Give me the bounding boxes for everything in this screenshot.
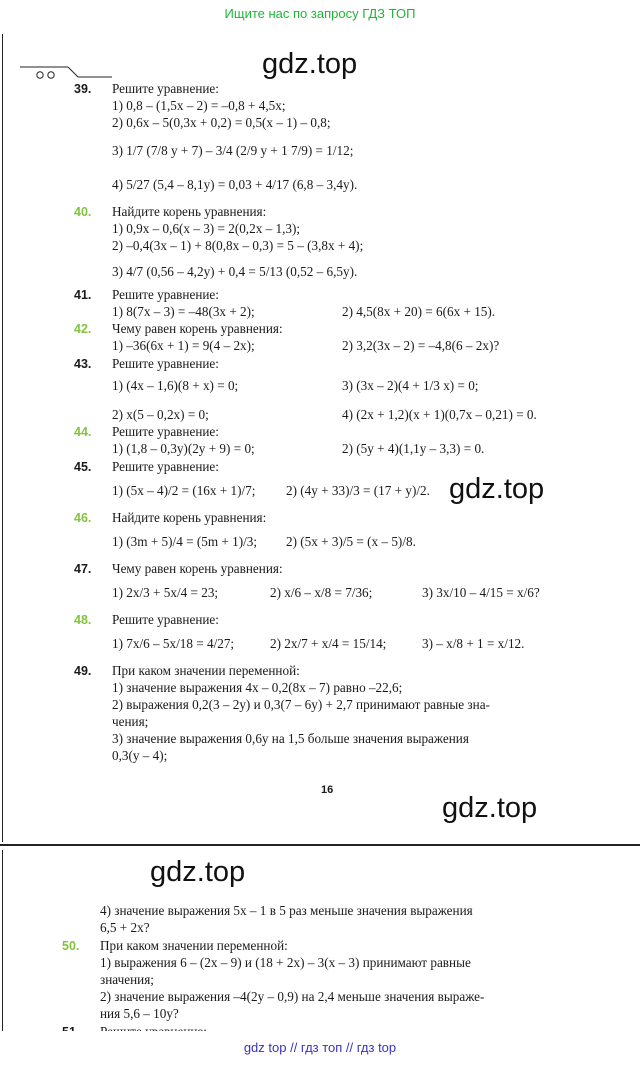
equation: 2) 3,2(3x – 2) = –4,8(6 – 2x)? [342,338,500,353]
problem-number: 49. [74,664,92,678]
problem-number: 46. [74,511,92,525]
problem-number: 39. [74,82,92,96]
watermark-1: gdz.top [262,48,358,80]
problem-number: 40. [74,205,92,219]
equation: 1) –36(6x + 1) = 9(4 – 2x); [112,338,255,353]
top-banner[interactable]: Ищите нас по запросу ГДЗ ТОП [224,6,416,21]
watermark-2: gdz.top [449,473,545,505]
problem-title: Чему равен корень уравнения: [112,561,283,576]
problem-number: 48. [74,613,92,627]
problem-title: Найдите корень уравнения: [112,204,267,219]
equation: 1) 2x/3 + 5x/4 = 23; [112,585,219,600]
equation: 1) (3m + 5)/4 = (5m + 1)/3; [112,534,258,549]
equation: 2) 4,5(8x + 20) = 6(6x + 15). [342,304,496,319]
problem-text: значения; [100,972,154,987]
problem-title: При каком значении переменной: [112,663,300,678]
problem-number: 47. [74,562,92,576]
page2-left-border [2,850,3,1035]
equation: 3) 1/7 (7/8 y + 7) – 3/4 (2/9 y + 1 7/9) = 1/12; [112,143,354,158]
problem-title: Найдите корень уравнения: [112,510,267,525]
problem-number: 42. [74,322,92,336]
equation: 3) 3x/10 – 4/15 = x/6? [422,585,540,600]
problem-number: 45. [74,460,92,474]
problem-title: Решите уравнение: [112,356,219,371]
equation: 3) – x/8 + 1 = x/12. [422,636,525,651]
problem-text: 6,5 + 2x? [100,920,150,935]
watermark-4: gdz.top [150,856,246,888]
problem-number: 44. [74,425,92,439]
problem-title: Решите уравнение: [112,287,219,302]
equation: 3) 4/7 (0,56 – 4,2y) + 0,4 = 5/13 (0,52 – 6,5y). [112,264,358,279]
problem-text: 3) значение выражения 0,6y на 1,5 больше значения выражения [112,731,469,746]
footer-links[interactable]: gdz top // гдз топ // гдз top [243,1040,397,1055]
problem-title: При каком значении переменной: [100,938,288,953]
equation: 1) (4x – 1,6)(8 + x) = 0; [112,378,239,393]
watermark-3: gdz.top [442,792,538,824]
equation: 2) 2x/7 + x/4 = 15/14; [270,636,387,651]
equation: 4) 5/27 (5,4 – 8,1y) = 0,03 + 4/17 (6,8 – 3,4y). [112,177,358,192]
equation: 4) (2x + 1,2)(x + 1)(0,7x – 0,21) = 0. [342,407,537,422]
equation: 1) 7x/6 – 5x/18 = 4/27; [112,636,235,651]
equation: 2) (5x + 3)/5 = (x – 5)/8. [286,534,416,549]
problem-text: ния 5,6 – 10y? [100,1006,179,1021]
equation: 1) (1,8 – 0,3y)(2y + 9) = 0; [112,441,255,456]
problem-text: 4) значение выражения 5x – 1 в 5 раз меньше значения выражения [100,903,473,918]
equation: 2) x(5 – 0,2x) = 0; [112,407,209,422]
page-number: 16 [321,784,334,796]
problem-title: Решите уравнение: [112,459,219,474]
equation: 1) 0,9x – 0,6(x – 3) = 2(0,2x – 1,3); [112,221,301,236]
problem-text: 2) выражения 0,2(3 – 2y) и 0,3(7 – 6y) + 2,7 принимают равные зна- [112,697,490,712]
problem-title: Решите уравнение: [112,424,219,439]
equation: 2) x/6 – x/8 = 7/36; [270,585,373,600]
equation: 2) (4y + 33)/3 = (17 + y)/2. [286,483,430,498]
equation: 3) (3x – 2)(4 + 1/3 x) = 0; [342,378,479,393]
page-left-border [2,34,3,842]
equation: 1) 8(7x – 3) = –48(3x + 2); [112,304,255,319]
equation: 1) 0,8 – (1,5x – 2) = –0,8 + 4,5x; [112,98,286,113]
problem-text: 1) выражения 6 – (2x – 9) и (18 + 2x) – 3(x – 3) принимают равные [100,955,471,970]
problem-number: 43. [74,357,92,371]
problem-title: Решите уравнение: [112,81,219,96]
problem-title: Чему равен корень уравнения: [112,321,283,336]
problem-number: 41. [74,288,92,302]
page-divider [0,844,640,846]
equation: 1) (5x – 4)/2 = (16x + 1)/7; [112,483,256,498]
problem-title: Решите уравнение: [112,612,219,627]
problem-text: 1) значение выражения 4x – 0,2(8x – 7) равно –22,6; [112,680,403,695]
problem-text: 2) значение выражения –4(2y – 0,9) на 2,4 меньше значения выраже- [100,989,485,1004]
equation: 2) (5y + 4)(1,1y – 3,3) = 0. [342,441,485,456]
problem-text: чения; [112,714,149,729]
problem-number-50: 50. [62,939,80,953]
equation: 2) 0,6x – 5(0,3x + 0,2) = 0,5(x – 1) – 0,8; [112,115,331,130]
problem-text: 0,3(y – 4); [112,748,168,763]
equation: 2) –0,4(3x – 1) + 8(0,8x – 0,3) = 5 – (3,8x + 4); [112,238,364,253]
